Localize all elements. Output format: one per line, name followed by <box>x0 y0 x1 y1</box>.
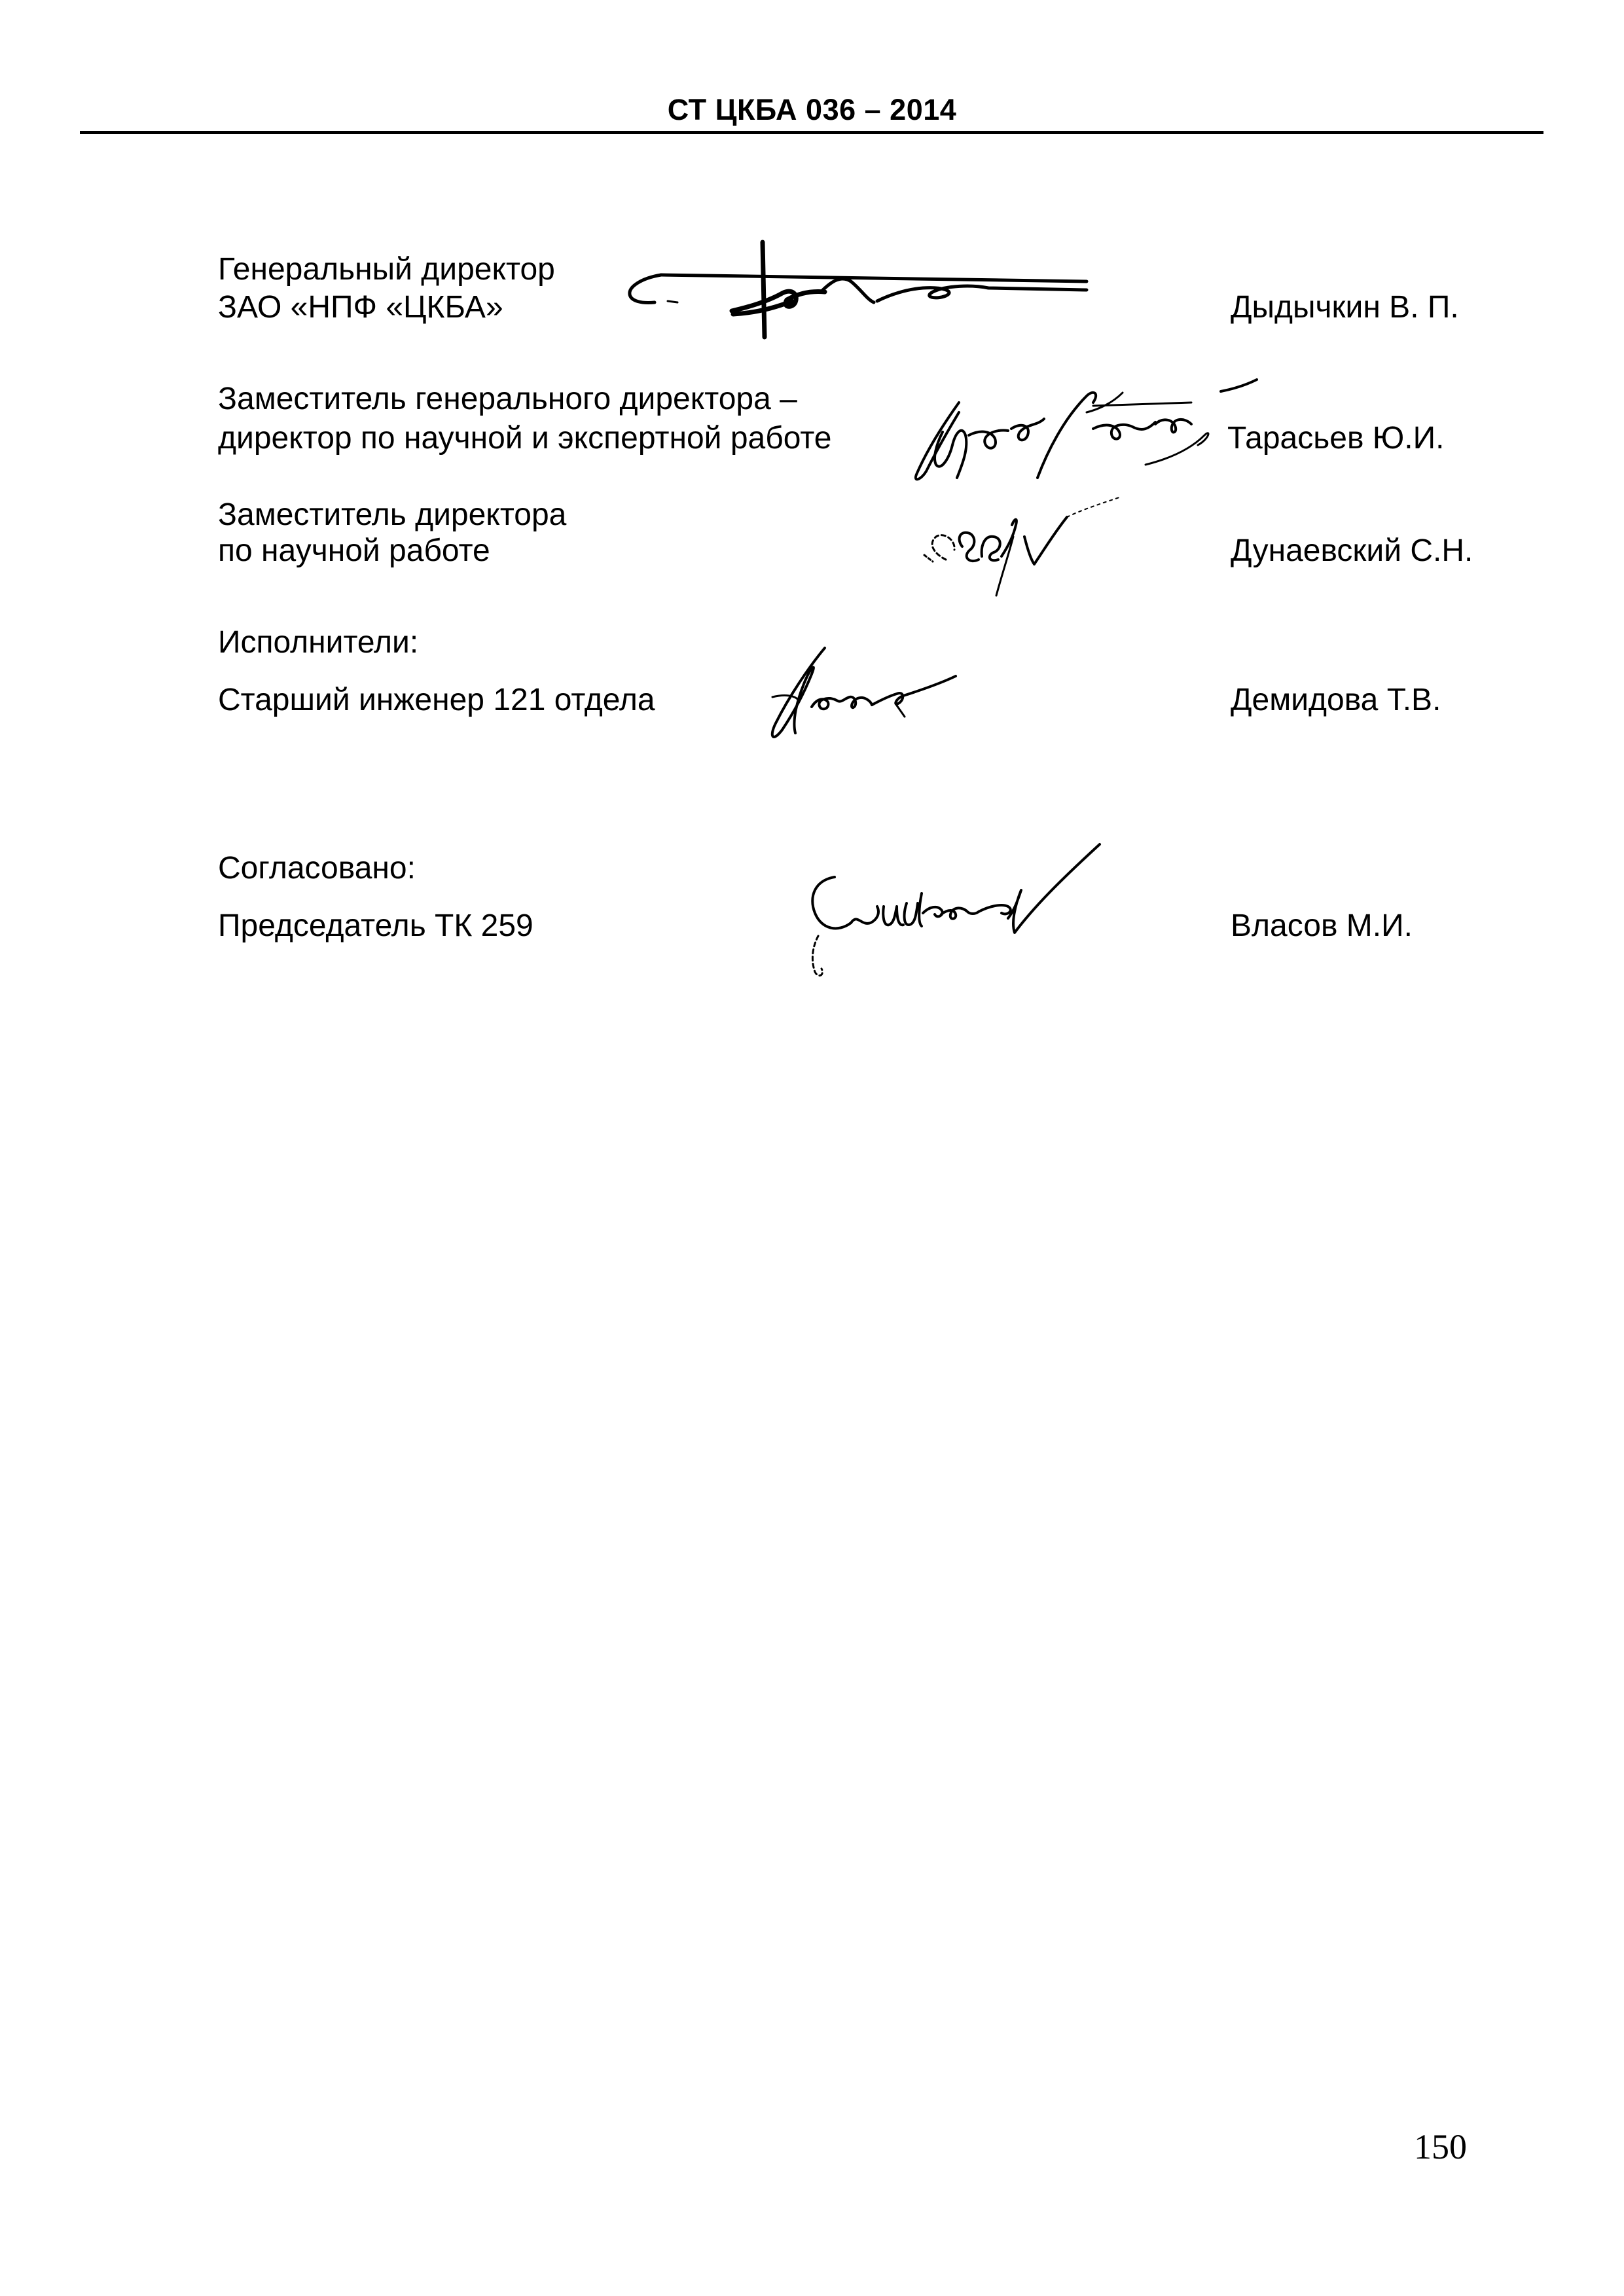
performer-position: Старший инженер 121 отдела <box>218 683 655 717</box>
document-header: СТ ЦКБА 036 – 2014 <box>667 93 957 126</box>
signature-demidova <box>733 638 995 756</box>
signature-dunaevsky <box>910 484 1185 602</box>
approval-heading: Согласовано: <box>218 851 416 886</box>
signatory-1-position-line1: Генеральный директор <box>218 252 555 287</box>
signature-dydychkin <box>615 229 1139 353</box>
signature-vlasov <box>799 841 1139 992</box>
performers-heading: Исполнители: <box>218 625 419 660</box>
signatory-2-position-line1: Заместитель генерального директора – <box>218 382 797 416</box>
header-divider <box>80 131 1543 134</box>
performer-name: Демидова Т.В. <box>1231 683 1441 717</box>
signatory-1-position-line2: ЗАО «НПФ «ЦКБА» <box>218 290 503 325</box>
signatory-3-name: Дунаевский С.Н. <box>1231 533 1473 568</box>
approval-name: Власов М.И. <box>1231 908 1413 943</box>
signatory-2-name: Тарасьев Ю.И. <box>1227 421 1445 456</box>
signatory-3-position-line2: по научной работе <box>218 533 490 568</box>
signatory-3-position-line1: Заместитель директора <box>218 497 567 532</box>
approval-position: Председатель ТК 259 <box>218 908 533 943</box>
page-number: 150 <box>1414 2127 1467 2166</box>
signatory-2-position-line2: директор по научной и экспертной работе <box>218 421 832 456</box>
signatory-1-name: Дыдычкин В. П. <box>1231 290 1459 325</box>
